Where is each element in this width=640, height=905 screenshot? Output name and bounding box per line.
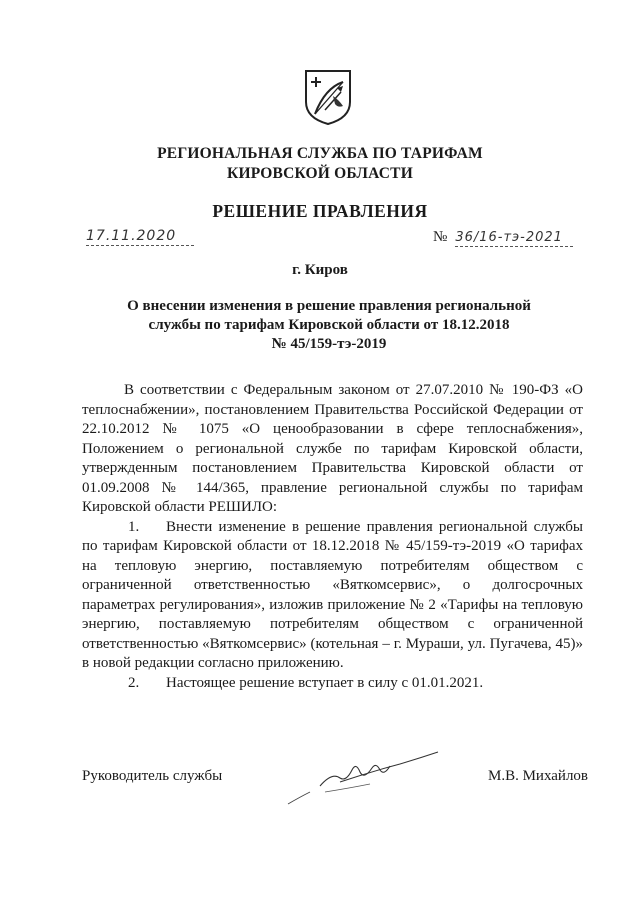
kirov-coat-of-arms-icon xyxy=(303,68,353,126)
number-sign: № xyxy=(433,229,448,245)
document-body xyxy=(82,381,583,693)
document-type-title: РЕШЕНИЕ ПРАВЛЕНИЯ xyxy=(212,201,428,221)
city: г. Киров xyxy=(292,262,348,278)
handwritten-signature xyxy=(280,742,440,814)
document-date: 17.11.2020 xyxy=(86,228,194,246)
item-text: Настоящее решение вступает в силу с 01.01.2021. xyxy=(166,674,484,691)
subject-line1: О внесении изменения в решение правления региональной xyxy=(127,298,531,314)
document-number: 36/16-тэ-2021 xyxy=(455,230,573,247)
signer-name: М.В. Михайлов xyxy=(488,768,589,784)
signer-title: Руководитель службы xyxy=(82,768,223,784)
item-text: Внести изменение в решение правления региональной службы по тарифам Кировской области от 18.12.2018 № 45/159-тэ-2019 «О тарифах на тепловую энергию, поставляемую потребителям обществом с ограниченной ответственностью «Вяткомсервис», о долгосрочных параметрах регулирования», изложив приложение № 2 «Тарифы на тепловую энергию, поставляемую потребителям обществом с ограниченной ответственностью «Вяткомсервис» (котельная – г. Мураши, ул. Пугачева, 45)» в новой редакции согласно приложению. xyxy=(82,518,583,671)
organization-name-line2: КИРОВСКОЙ ОБЛАСТИ xyxy=(227,165,413,182)
decision-item-2 xyxy=(82,674,583,694)
preamble-paragraph: В соответствии с Федеральным законом от 27.07.2010 № 190-ФЗ «О теплоснабжении», постановлением Правительства Российской Федерации от 22.10.2012 № 1075 «О ценообразовании в сфере теплоснабжения», Положением о региональной службе по тарифам Кировской области, утвержденным постановлением Правительства Кировской области от 01.09.2008 № 144/365, правление региональной службы по тарифам Кировской области РЕШИЛО: xyxy=(82,382,583,515)
document-subject xyxy=(120,297,538,354)
document-number-block xyxy=(433,228,583,247)
item-number: 1. xyxy=(128,518,140,535)
subject-line2: службы по тарифам Кировской области от 18.12.2018 xyxy=(148,317,510,333)
subject-line3: № 45/159-тэ-2019 xyxy=(271,336,387,352)
decision-item-1 xyxy=(82,518,583,674)
item-number: 2. xyxy=(128,674,140,691)
organization-name-line1: РЕГИОНАЛЬНАЯ СЛУЖБА ПО ТАРИФАМ xyxy=(157,145,483,162)
